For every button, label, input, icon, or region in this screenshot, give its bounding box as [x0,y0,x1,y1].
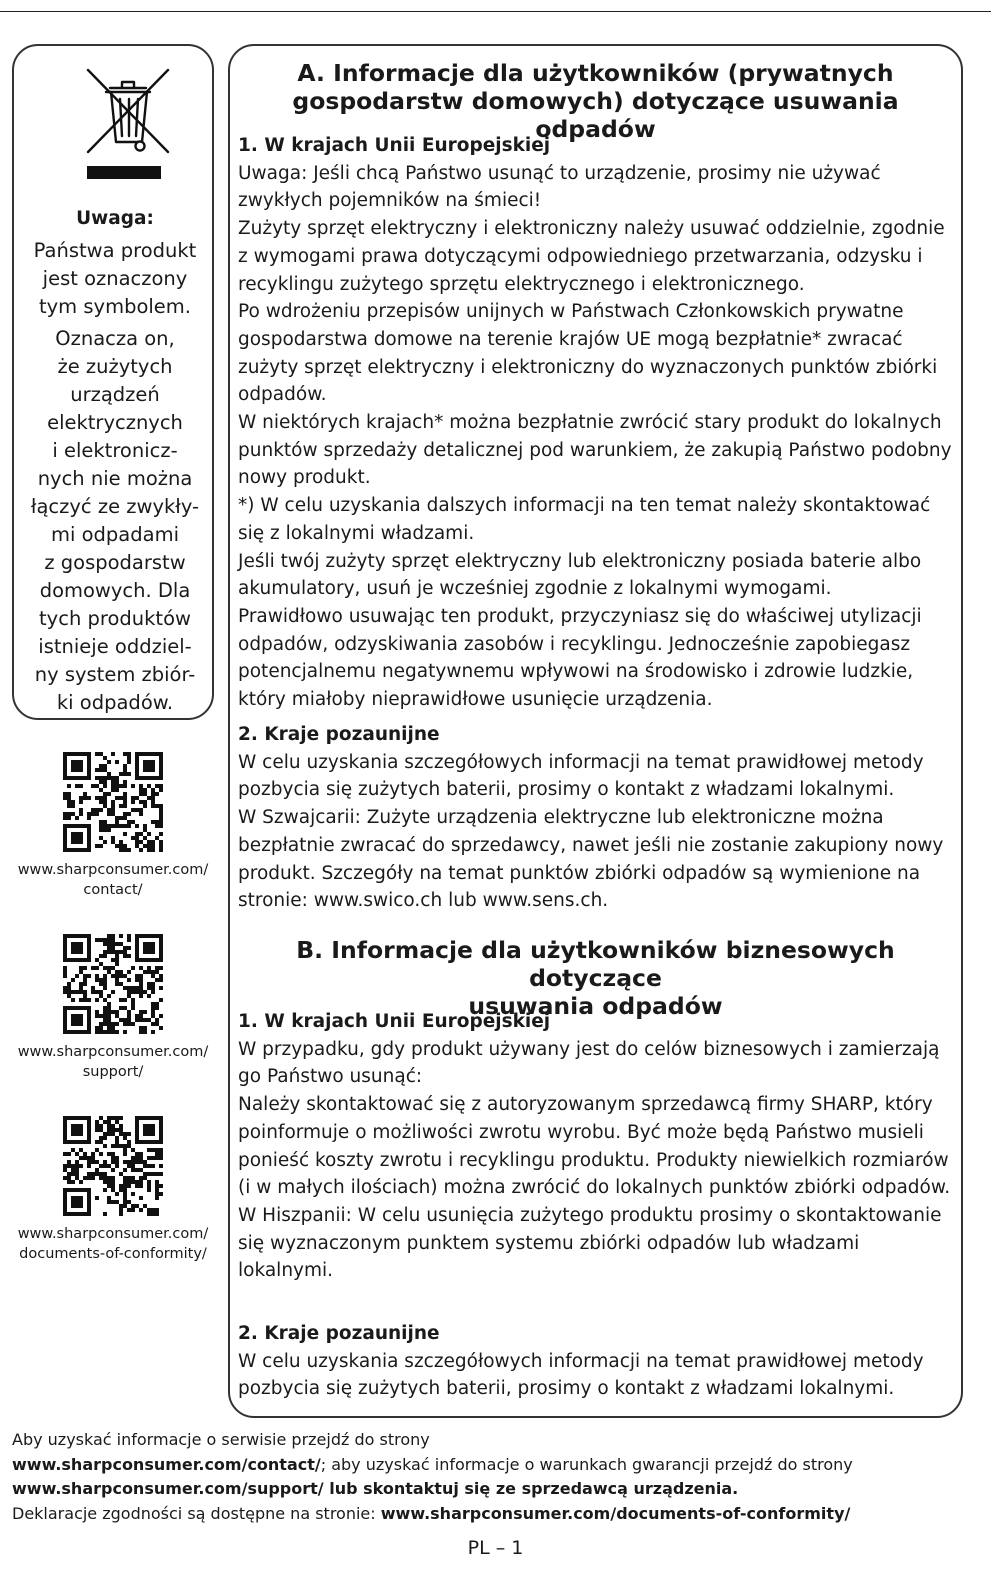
qr-url[interactable]: www.sharpconsumer.com/ documents-of-conformity/ [17,1226,209,1262]
crossed-out-wheelie-bin-icon [84,66,172,158]
subheading: 2. Kraje pozaunijne [238,724,440,745]
paragraph: W celu uzyskania szczegółowych informacji na temat prawidłowej metody pozbycia się zużytych baterii, prosimy o kontakt z władzami lokalnymi. [238,1350,924,1400]
qr-code-icon[interactable] [63,1116,163,1216]
subheading: 1. W krajach Unii Europejskiej [238,1011,551,1032]
qr-support [8,934,218,1082]
qr-code-icon[interactable] [63,934,163,1034]
footer-line [12,1453,987,1478]
qr-code-icon[interactable] [63,752,163,852]
paragraph: Zużyty sprzęt elektryczny i elektroniczny należy usuwać oddzielnie, zgodnie z wymogami prawa dotyczącymi odpowiedniego przetwarzania, odzysku i recyklingu zużytego sprzętu elektrycznego i elektronicznego. [238,218,945,295]
footer-line: Aby uzyskać informacje o serwisie przejdź do strony [12,1430,430,1449]
paragraph: Uwaga: Jeśli chcą Państwo usunąć to urządzenie, prosimy nie używać zwykłych pojemników na śmieci! [238,162,881,212]
qr-conformity [8,1116,218,1264]
paragraph: W niektórych krajach* można bezpłatnie zwrócić stary produkt do lokalnych punktów sprzedaży detalicznej pod warunkiem, że zakupią Państwo podobny nowy produkt. [238,412,952,489]
footer-line [12,1502,987,1527]
section-b-non-eu [238,1320,956,1403]
top-rule [0,11,991,12]
paragraph: W Hiszpanii: W celu usunięcia zużytego produktu prosimy o skontaktowanie się wyznaczonym punktem systemu zbiórki odpadów lub władzami lokalnymi. [238,1204,942,1282]
subheading: 2. Kraje pozaunijne [238,1323,440,1344]
conformity-link[interactable]: www.sharpconsumer.com/documents-of-conformity/ [380,1503,851,1523]
page-number: PL – 1 [467,1537,524,1559]
qr-url[interactable]: www.sharpconsumer.com/ support/ [17,1044,209,1080]
paragraph: *) W celu uzyskania dalszych informacji na ten temat należy skontaktować się z lokalnymi władzami. [238,495,931,544]
main-info-box [228,44,963,1418]
footer-text: ; aby uzyskać informacje o warunkach gwarancji przejdź do strony [320,1454,853,1474]
qr-url[interactable]: www.sharpconsumer.com/ contact/ [17,862,209,898]
paragraph: W przypadku, gdy produkt używany jest do celów biznesowych i zamierzają go Państwo usunąć: [238,1038,940,1088]
notice-paragraph: Państwa produkt jest oznaczony tym symbolem. [33,239,197,318]
section-a-heading: A. Informacje dla użytkowników (prywatnych gospodarstw domowych) dotyczące usuwania odpadów [292,59,899,143]
footer-text: Deklaracje zgodności są dostępne na stronie: [12,1503,381,1523]
qr-contact [8,752,218,900]
section-a-non-eu [238,721,956,915]
weee-notice-box [12,44,214,720]
notice-paragraph: Oznacza on, że zużytych urządzeń elektrycznych i elektronicz- nych nie można łączyć ze zwykły- mi odpadami z gospodarstw domowych. Dla tych produktów istnieje oddziel- ny system zbiór- ki odpadów. [30,327,200,714]
contact-link[interactable]: www.sharpconsumer.com/contact/ [12,1454,321,1474]
paragraph: Należy skontaktować się z autoryzowanym sprzedawcą firmy SHARP, który poinformuje o możliwości zwrotu wyrobu. Być może będą Państwo musieli ponieść koszty zwrotu i recyklingu produktu. Produkty niewielkich rozmiarów (i w małych ilościach) można zwrócić do lokalnych punktów zbiórki odpadów. [238,1094,951,1199]
footer-line: www.sharpconsumer.com/support/ lub skontaktuj się ze sprzedawcą urządzenia. [12,1479,739,1498]
underline-bar [87,166,161,179]
paragraph: Prawidłowo usuwając ten produkt, przyczyniasz się do właściwej utylizacji odpadów, odzyskiwania zasobów i recyklingu. Jednocześnie zapobiegasz potencjalnemu negatywnemu wpływowi na środowisko i zdrowie ludzkie, który miałoby nieprawidłowe usunięcie urządzenia. [238,605,922,711]
paragraph: W Szwajcarii: Zużyte urządzenia elektryczne lub elektroniczne można bezpłatnie zwracać do sprzedawcy, nawet jeśli nie zostanie zakupiony nowy produkt. Szczegóły na temat punktów zbiórki odpadów są wymienione na stronie: www.swico.ch lub www.sens.ch. [238,807,944,912]
paragraph: W celu uzyskania szczegółowych informacji na temat prawidłowej metody pozbycia się zużytych baterii, prosimy o kontakt z władzami lokalnymi. [238,751,924,801]
notice-text [20,237,210,717]
section-b-heading: B. Informacje dla użytkowników biznesowych dotyczące usuwania odpadów [296,936,895,1020]
section-b-eu [238,1008,956,1285]
paragraph: Po wdrożeniu przepisów unijnych w Państwach Członkowskich prywatne gospodarstwa domowe na terenie krajów UE mogą bezpłatnie* zwracać zużyty sprzęt elektryczny i elektroniczny do wyznaczonych punktów zbiórki odpadów. [238,301,938,406]
subheading: 1. W krajach Unii Europejskiej [238,135,551,156]
notice-title: Uwaga: [76,208,154,229]
section-a-eu [238,132,956,714]
footer [12,1428,987,1526]
paragraph: Jeśli twój zużyty sprzęt elektryczny lub elektroniczny posiada baterie albo akumulatory, usuń je wcześniej zgodnie z lokalnymi wymogami. [238,550,922,600]
